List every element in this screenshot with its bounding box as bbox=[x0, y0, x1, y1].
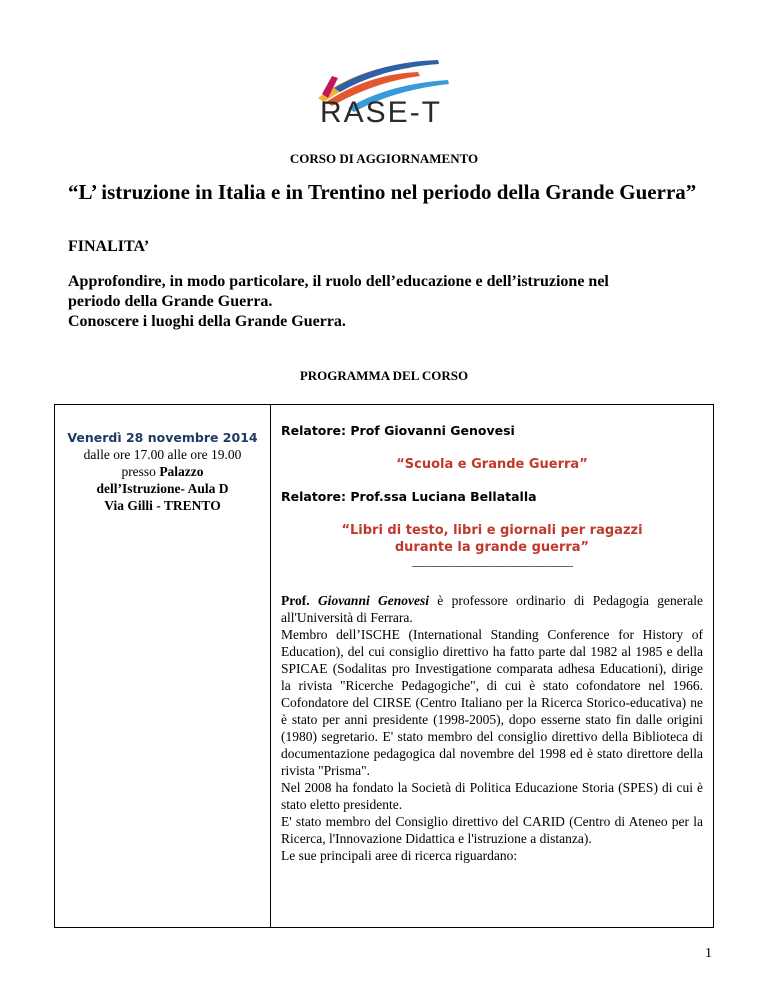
rase-t-logo bbox=[298, 58, 474, 130]
finalita-heading: FINALITA’ bbox=[68, 238, 150, 255]
talk-title-2-line2: durante la grande guerra” bbox=[394, 540, 590, 555]
bio-paragraph: Nel 2008 ha fondato la Società di Politica Educazione Storia (SPES) di cui è stato eletto presidente. bbox=[281, 780, 703, 812]
bio-intro: è professore ordinario di Pedagogia generale all'Università di Ferrara. bbox=[281, 593, 704, 625]
logo-wordmark: RASE-T bbox=[320, 96, 443, 129]
finalita-line: Approfondire, in modo particolare, il ruolo dell’educazione e dell’istruzione nel bbox=[68, 273, 609, 290]
session-date: Venerdì 28 novembre 2014 bbox=[67, 430, 258, 445]
speaker-1: Relatore: Prof Giovanni Genovesi bbox=[281, 423, 515, 438]
program-table bbox=[54, 404, 714, 928]
page-number: 1 bbox=[705, 946, 712, 961]
bio-paragraph: E' stato membro del Consiglio direttivo del CARID (Centro di Ateneo per la Ricerca, l'Innovazione Didattica e l'istruzione a distanza). bbox=[281, 814, 703, 846]
course-type: CORSO DI AGGIORNAMENTO bbox=[289, 151, 479, 166]
finalita-text bbox=[68, 272, 708, 332]
session-room: dell’Istruzione- Aula D bbox=[96, 481, 229, 496]
course-title: “L’ istruzione in Italia e in Trentino nel periodo della Grande Guerra” bbox=[68, 180, 697, 204]
bio-paragraph bbox=[281, 592, 703, 626]
finalita-line: Conoscere i luoghi della Grande Guerra. bbox=[68, 313, 346, 330]
talk-title-2-line1: “Libri di testo, libri e giornali per ragazzi bbox=[341, 523, 643, 538]
place-name: Palazzo bbox=[159, 464, 204, 479]
place-prefix: presso bbox=[121, 464, 160, 479]
speaker-2: Relatore: Prof.ssa Luciana Bellatalla bbox=[281, 489, 537, 504]
session-info-cell bbox=[55, 405, 271, 928]
finalita-line: periodo della Grande Guerra. bbox=[68, 293, 273, 310]
table-row bbox=[55, 405, 714, 928]
programma-heading: PROGRAMMA DEL CORSO bbox=[299, 368, 469, 383]
speaker-bio bbox=[281, 592, 703, 864]
session-place bbox=[58, 463, 267, 480]
talk-title-1: “Scuola e Grande Guerra” bbox=[396, 457, 588, 472]
session-time: dalle ore 17.00 alle ore 19.00 bbox=[83, 447, 242, 462]
session-address: Via Gilli - TRENTO bbox=[104, 498, 221, 513]
bio-paragraph: Le sue principali aree di ricerca riguardano: bbox=[281, 848, 518, 863]
separator-rule: ________________________________ bbox=[412, 554, 572, 568]
talks-cell bbox=[271, 405, 714, 928]
bio-name-prefix: Prof. bbox=[281, 593, 318, 608]
bio-name: Giovanni Genovesi bbox=[317, 593, 429, 608]
bio-paragraph: Membro dell’ISCHE (International Standing Conference for History of Education), del cui consiglio direttivo ha fatto parte dal 1982 al 1985 e della SPICAE (Sodalitas pro Investigatione comparata adhesa Educationi), dirige la rivista "Ricerche Pedagogiche", di cui è stato cofondatore nel 1966. Cofondatore del CIRSE (Centro Italiano per la Ricerca Storico-educativa) ne è stato per anni presidente (1998-2005), dopo esserne stato fin dalle origini (1980) segretario. E' stato membro del consiglio direttivo della Biblioteca di documentazione pedagogica dal novembre del 1998 ed è stato direttore della rivista "Prisma". bbox=[281, 627, 703, 778]
